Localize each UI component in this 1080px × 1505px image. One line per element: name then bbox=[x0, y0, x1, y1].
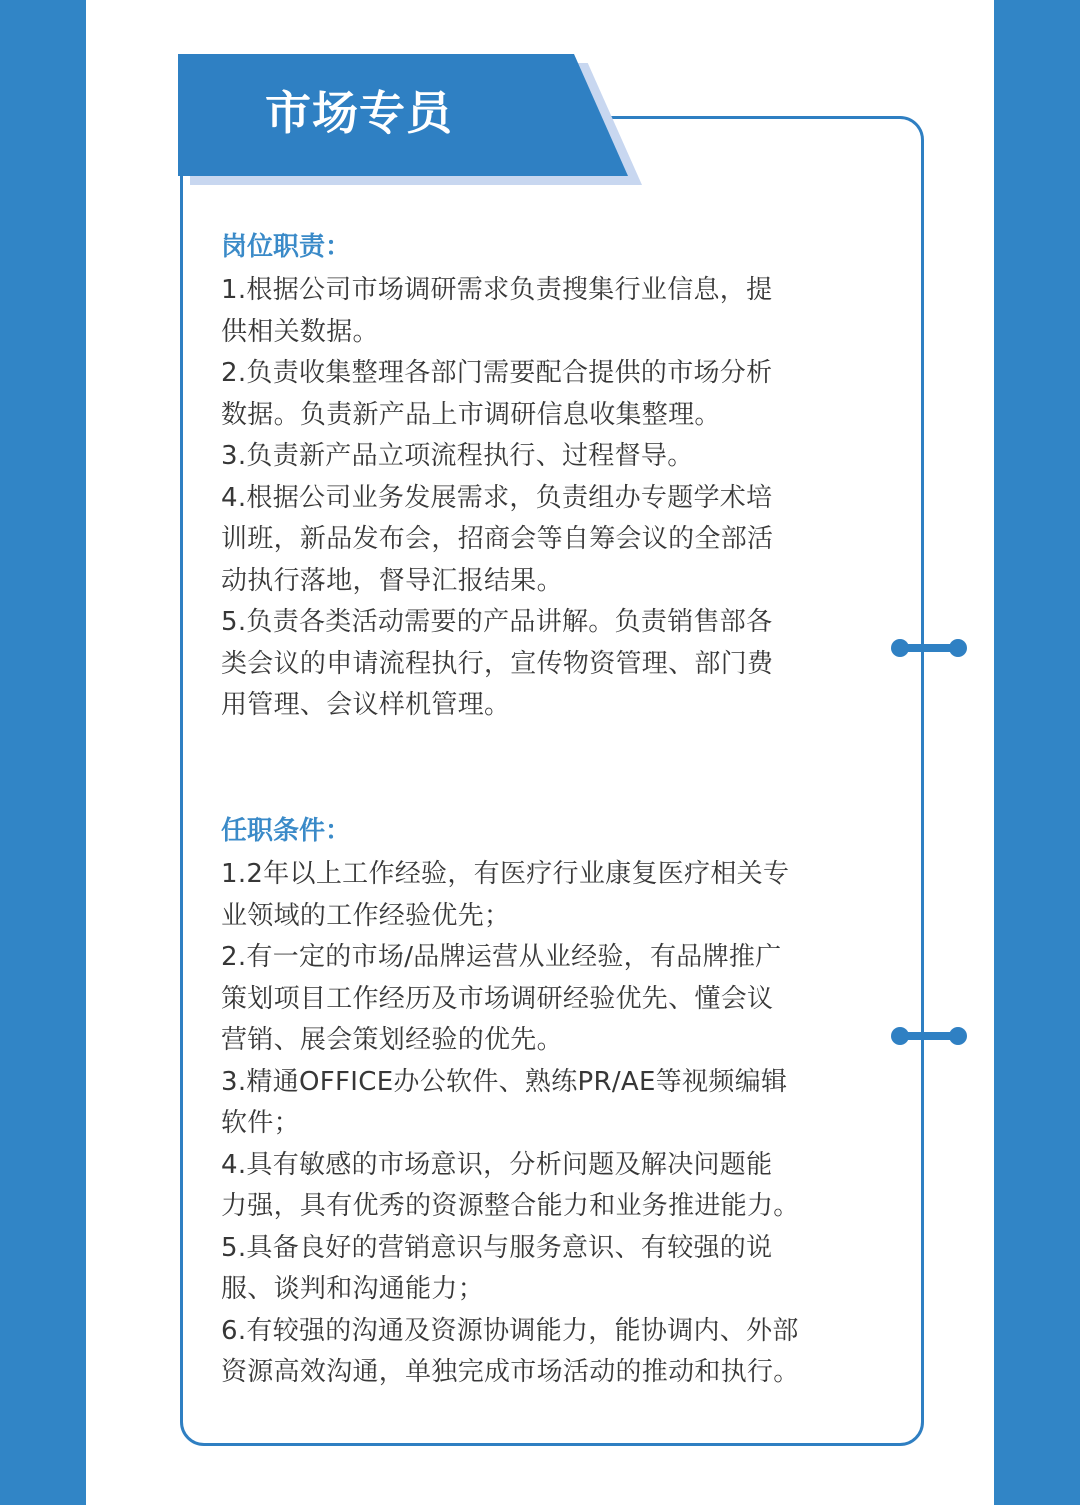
duties-line: 训班，新品发布会，招商会等自筹会议的全部活 bbox=[221, 524, 774, 554]
requirements-line: 力强，具有优秀的资源整合能力和业务推进能力。 bbox=[221, 1191, 800, 1221]
duties-line: 1.根据公司市场调研需求负责搜集行业信息，提 bbox=[221, 275, 773, 305]
duties-line: 数据。负责新产品上市调研信息收集整理。 bbox=[221, 399, 721, 430]
duties-list bbox=[221, 270, 881, 727]
duties-line: 用管理、会议样机管理。 bbox=[221, 690, 511, 720]
duties-heading: 岗位职责： bbox=[221, 232, 352, 262]
requirements-line: 营销、展会策划经验的优先。 bbox=[221, 1025, 563, 1055]
duties-line: 3.负责新产品立项流程执行、过程督导。 bbox=[221, 441, 694, 471]
duties-line: 类会议的申请流程执行，宣传物资管理、部门费 bbox=[221, 648, 774, 679]
duties-line: 4.根据公司业务发展需求，负责组办专题学术培 bbox=[221, 482, 773, 513]
requirements-line: 资源高效沟通，单独完成市场活动的推动和执行。 bbox=[221, 1357, 800, 1387]
requirements-line: 1.2年以上工作经验，有医疗行业康复医疗相关专 bbox=[221, 859, 790, 889]
duties-line: 动执行落地，督导汇报结果。 bbox=[221, 565, 563, 596]
requirements-line: 业领域的工作经验优先； bbox=[221, 900, 511, 931]
requirements-list bbox=[221, 854, 881, 1394]
requirements-line: 5.具备良好的营销意识与服务意识、有较强的说 bbox=[221, 1232, 773, 1263]
requirements-line: 3.精通OFFICE办公软件、熟练PR/AE等视频编辑 bbox=[221, 1066, 788, 1097]
requirements-line: 软件； bbox=[221, 1108, 300, 1138]
requirements-line: 策划项目工作经历及市场调研经验优先、懂会议 bbox=[221, 983, 774, 1014]
job-title: 市场专员 bbox=[265, 86, 453, 140]
binder-connector-icon bbox=[891, 1025, 967, 1047]
requirements-line: 2.有一定的市场/品牌运营从业经验，有品牌推广 bbox=[221, 942, 782, 972]
duties-line: 2.负责收集整理各部门需要配合提供的市场分析 bbox=[221, 358, 773, 388]
requirements-line: 服、谈判和沟通能力； bbox=[221, 1274, 485, 1304]
requirements-heading: 任职条件： bbox=[221, 816, 352, 846]
requirements-line: 4.具有敏感的市场意识，分析问题及解决问题能 bbox=[221, 1149, 773, 1180]
duties-line: 5.负责各类活动需要的产品讲解。负责销售部各 bbox=[221, 607, 773, 637]
duties-line: 供相关数据。 bbox=[221, 316, 379, 347]
requirements-line: 6.有较强的沟通及资源协调能力，能协调内、外部 bbox=[221, 1315, 799, 1346]
binder-connector-icon bbox=[891, 637, 967, 659]
